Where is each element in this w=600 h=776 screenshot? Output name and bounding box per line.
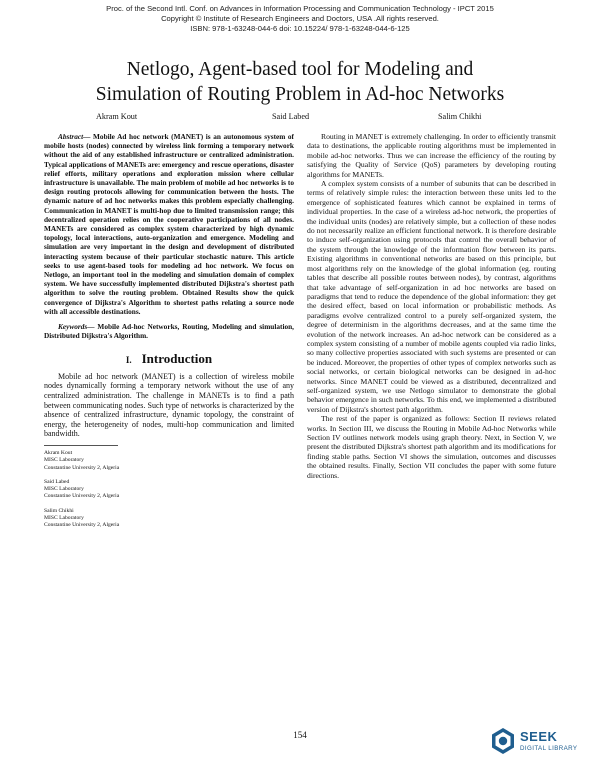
seek-logo-icon: [490, 727, 516, 755]
affiliation-1: [44, 450, 294, 472]
author-1: Akram Kout: [96, 112, 138, 121]
keywords-label: Keywords—: [58, 322, 95, 332]
right-column: [307, 132, 556, 480]
introduction-body: [44, 372, 294, 439]
author-list: [40, 112, 560, 124]
affiliation-university: Constantine University 2, Algeria: [44, 493, 120, 500]
intro-paragraph: Mobile ad hoc network (MANET) is a collection of wireless mobile nodes dynamically forming a temporary network without the use of any centralized administration. The challenge in MANETs is to find a path between communicating nodes. Such type of networks is characterized by the absence of centralized infrastructure, dynamic topology, the constraint of energy, the heterogeneity of nodes, multi-hop communication and limited bandwidth.: [44, 371, 294, 439]
proceedings-header: [0, 4, 600, 34]
section-number: I.: [125, 355, 132, 366]
footnote-rule: [44, 445, 118, 446]
affiliation-lab: MISC Laboratory: [44, 486, 84, 493]
page-number: 154: [293, 730, 307, 740]
logo-subtitle: DIGITAL LIBRARY: [520, 745, 578, 752]
seek-digital-library-logo: [490, 727, 590, 757]
abstract: [44, 132, 294, 316]
affiliation-name: Akram Kout: [44, 449, 73, 456]
header-line-1: Proc. of the Second Intl. Conf. on Advances in Information Processing and Communication Technology - IPCT 2015: [106, 4, 494, 13]
right-paragraph-2: A complex system consists of a number of subunits that can be described in terms of relatively simple rules: the interaction between these units led to the emergence of sophisticated features which cannot be explained in terms of individual properties. In the case of a wireless ad-hoc network, the properties of the individual units (nodes) are relatively simple, but a collection of these nodes do not necessarily realize an efficient functional network. It is therefore desirable to induce self-organization using protocols that control the overall behavior of the system through the knowledge of the information flow between its parts. Existing algorithms in conventional networks are based on this principle, but most algorithms rely on the knowledge of the global information (eg. routing tables that describe all possible routes between nodes), by contrast, algorithms that take advantage of self-organization in ad hoc networks are based on paradigms that tend to reduce the dependence of the global information: they get the desired effect, based on local information or probabilistic methods. As paradigms evolve centralized control to a purely self-organized system, the degree of determinism in the algorithms decreases, and at the same time the evolution of the network increases. An ad-hoc network can be considered as a complex system consisting of a number of mobile agents coupled via radio links, so many collective properties associated with such systems are presented or can be induced. Moreover, the properties of other types of complex networks such as social networks, or certain biological networks can be designed in ad-hoc networks. Since MANET could be viewed as a distributed, decentralized and self-organized system, we use Netlogo simulator to demonstrate the global behavior emergence in such networks. To this end, we implemented a distributed version of Dijkstra's shortest path algorithm.: [307, 179, 556, 414]
keywords: [44, 322, 294, 340]
affiliation-name: Salim Chikhi: [44, 507, 74, 514]
affiliation-university: Constantine University 2, Algeria: [44, 522, 120, 529]
section-heading-introduction: [44, 351, 294, 367]
section-title: Introduction: [141, 351, 213, 367]
affiliation-3: [44, 508, 294, 530]
right-paragraph-3: The rest of the paper is organized as follows: Section II reviews related works. In Section III, we discuss the Routing in Mobile Ad-hoc Networks while Section IV outlines network models using graph theory. Next, in Section V, we present the distributed Dijkstra's shortest path algorithm and its modifications for finding stable paths. Section VI shows the simulation, outcomes and discusses the obtained results. Finally, Section VII concludes the paper with some future directions.: [307, 414, 556, 480]
affiliation-2: [44, 479, 294, 501]
header-line-3: ISBN: 978-1-63248-044-6 doi: 10.15224/ 978-1-63248-044-6-125: [190, 24, 410, 33]
right-paragraph-1: Routing in MANET is extremely challenging. In order to efficiently transmit data to destinations, the applicable routing algorithms must be implemented in mobile ad-hoc networks. Thus we can increase the efficiency of the routing by satisfying the Quality of Service (QoS) parameters by developing routing algorithms for MANETs.: [307, 132, 556, 179]
affiliation-name: Said Labed: [44, 478, 70, 485]
affiliation-university: Constantine University 2, Algeria: [44, 464, 120, 471]
author-3: Salim Chikhi: [438, 112, 482, 121]
paper-title: [40, 57, 560, 107]
keywords-text: Mobile Ad-hoc Networks, Routing, Modeling and simulation, Distributed Dijkstra's Algorithm.: [44, 322, 294, 341]
abstract-text: Mobile Ad hoc network (MANET) is an autonomous system of mobile hosts (nodes) connected by wireless link forming a temporary network without the aid of any established infrastructure or centralized administration. Typical applications of MANETs are: emergency and rescue operations, disaster relief efforts, military operations and exploration mission where cellular infrastructure is unavailable. The main problem of mobile ad hoc networks is to design routing protocols allowing for communication between the hosts. The dynamic nature of ad hoc networks makes this problem especially challenging. Communication in MANET is multi-hop due to limited transmission range; this decentralized operation relies on the cooperative participations of all nodes. MANETs are considered as complex system characterized by high dynamic topology, local interactions, auto-organization and emergence. Modeling and simulation are very important in the design and development of distributed interacting system because of their particular stochastic nature. This article seeks to use agent-based tools for modeling ad hoc network. We focus on Netlogo, an important tool in the modeling and simulation domain of complex system. We have successfully implemented distributed Dijkstra's shortest path algorithm to solve the routing problem. Obtained Results show the quick convergence of Dijkstra's Algorithm to shortest paths relating a source node with all accessible destinations.: [44, 132, 294, 316]
affiliation-lab: MISC Laboratory: [44, 515, 84, 522]
logo-name: SEEK: [520, 729, 558, 744]
affiliation-lab: MISC Laboratory: [44, 457, 84, 464]
abstract-label: Abstract—: [58, 132, 91, 141]
left-column: [44, 132, 294, 537]
header-line-2: Copyright © Institute of Research Engineers and Doctors, USA .All rights reserved.: [161, 14, 439, 23]
author-2: Said Labed: [272, 112, 310, 121]
title-line-2: Simulation of Routing Problem in Ad-hoc Networks: [95, 84, 505, 105]
title-line-1: Netlogo, Agent-based tool for Modeling and: [126, 59, 474, 80]
